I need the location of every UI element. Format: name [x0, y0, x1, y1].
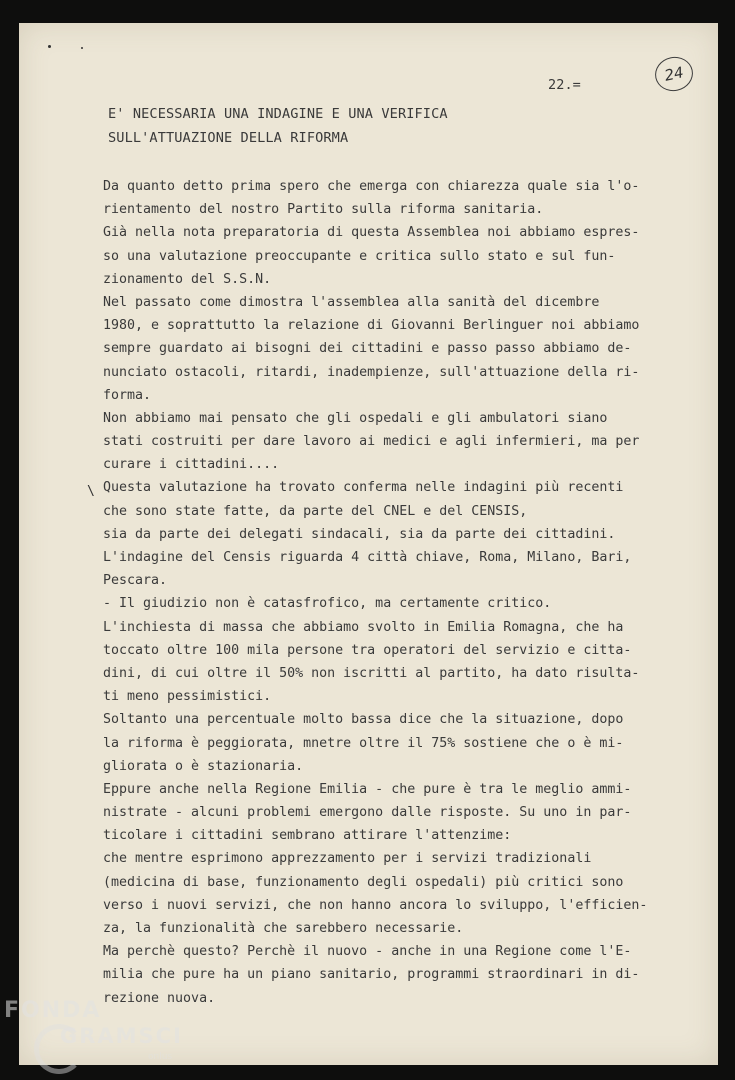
text-line: Nel passato come dimostra l'assemblea alla sanità del dicembre	[103, 294, 600, 310]
text-line: milia che pure ha un piano sanitario, programmi straordinari in di-	[103, 967, 640, 983]
heading-line: E' NECESSARIA UNA INDAGINE E UNA VERIFICA	[108, 106, 448, 122]
text-line: curare i cittadini....	[103, 457, 280, 473]
text-line: che sono state fatte, da parte del CNEL e del CENSIS,	[103, 503, 528, 519]
text-line: Eppure anche nella Regione Emilia - che pure è tra le meglio ammi-	[103, 781, 632, 797]
text-line: L'indagine del Censis riguarda 4 città chiave, Roma, Milano, Bari,	[103, 550, 632, 565]
watermark-text: FONDA	[4, 998, 102, 1023]
text-line: (medicina di base, funzionamento degli ospedali) più critici sono	[103, 874, 624, 890]
text-line: rientamento del nostro Partito sulla riforma sanitaria.	[103, 202, 544, 218]
body-text	[103, 175, 647, 1010]
text-line: - Il giudizio non è catasfrofico, ma certamente critico.	[103, 596, 552, 612]
text-line: Non abbiamo mai pensato che gli ospedali e gli ambulatori siano	[103, 410, 608, 426]
text-line: 1980, e soprattutto la relazione di Giovanni Berlinguer noi abbiamo	[103, 318, 640, 334]
text-line: zionamento del S.S.N.	[103, 271, 272, 287]
margin-mark: \	[87, 484, 95, 499]
punch-dot	[48, 45, 51, 48]
page-number: 22.=	[548, 77, 581, 93]
text-line: verso i nuovi servizi, che non hanno ancora lo sviluppo, l'efficien-	[103, 897, 648, 913]
watermark-logo	[2, 998, 212, 1078]
archive-number-stamp: 24	[652, 53, 696, 94]
text-line: nistrate - alcuni problemi emergono dalle risposte. Su uno in par-	[103, 805, 632, 821]
text-line: sia da parte dei delegati sindacali, sia da parte dei cittadini.	[103, 526, 616, 542]
watermark-text: onlus	[148, 1052, 173, 1062]
punch-dot	[81, 47, 83, 49]
text-line: L'inchiesta di massa che abbiamo svolto in Emilia Romagna, che ha	[103, 619, 624, 635]
text-line: gliorata o è stazionaria.	[103, 758, 304, 774]
text-line: Già nella nota preparatoria di questa Assemblea noi abbiamo espres-	[103, 225, 640, 241]
text-line: Pescara.	[103, 573, 168, 589]
text-line: Ma perchè questo? Perchè il nuovo - anche in una Regione come l'E-	[103, 944, 632, 960]
heading-line: SULL'ATTUAZIONE DELLA RIFORMA	[108, 130, 349, 146]
text-line: stati costruiti per dare lavoro ai medici e agli infermieri, ma per	[103, 434, 640, 450]
text-line: che mentre esprimono apprezzamento per i servizi tradizionali	[103, 851, 592, 867]
text-line: Da quanto detto prima spero che emerga con chiarezza quale sia l'o-	[103, 179, 640, 194]
text-line: rezione nuova.	[103, 990, 216, 1006]
document-page	[19, 23, 718, 1065]
text-line: toccato oltre 100 mila persone tra operatori del servizio e citta-	[103, 642, 632, 658]
text-line: dini, di cui oltre il 50% non iscritti al partito, ha dato risulta-	[103, 665, 640, 681]
text-line: sempre guardato ai bisogni dei cittadini e passo passo abbiamo de-	[103, 341, 632, 357]
text-line: la riforma è peggiorata, mnetre oltre il 75% sostiene che o è mi-	[103, 735, 624, 751]
text-line: ticolare i cittadini sembrano attirare l'attenzime:	[103, 828, 512, 844]
text-line: ti meno pessimistici.	[103, 689, 272, 705]
text-line: za, la funzionalità che sarebbero necessarie.	[103, 921, 464, 936]
text-line: Soltanto una percentuale molto bassa dice che la situazione, dopo	[103, 712, 624, 728]
text-line: so una valutazione preoccupante e critica sullo stato e sul fun-	[103, 248, 616, 264]
text-line: Questa valutazione ha trovato conferma nelle indagini più recenti	[103, 480, 624, 496]
text-line: nunciato ostacoli, ritardi, inadempienze, sull'attuazione della ri-	[103, 364, 640, 380]
text-line: forma.	[103, 387, 152, 403]
watermark-text: GRAMSCI	[60, 1024, 183, 1048]
